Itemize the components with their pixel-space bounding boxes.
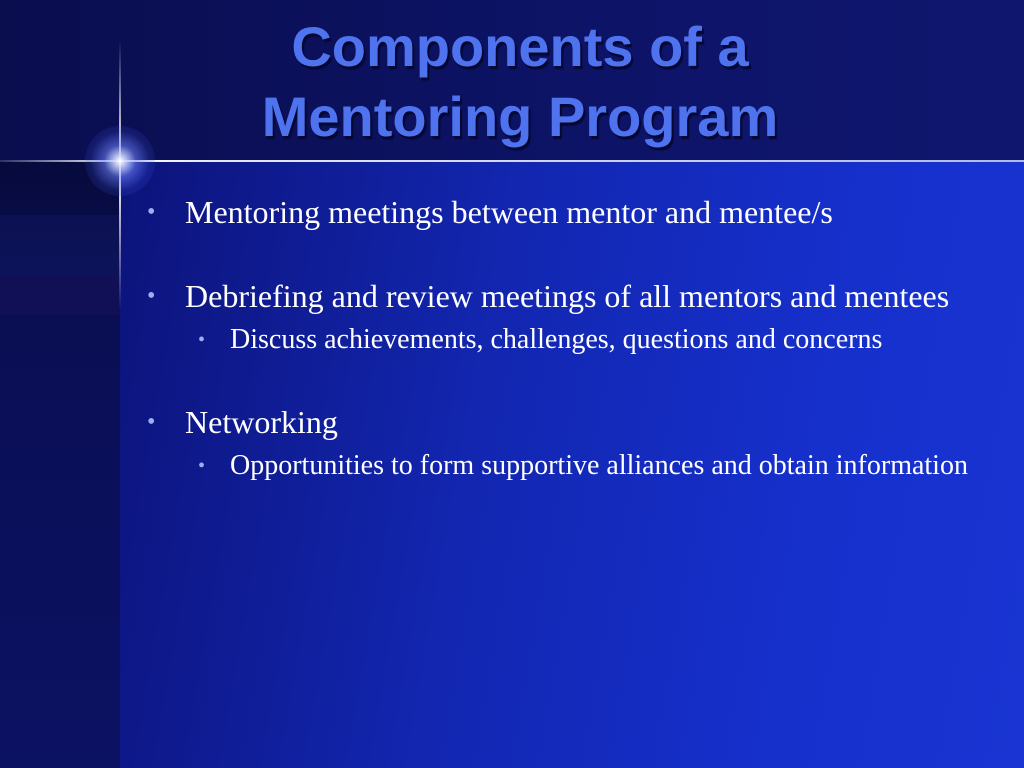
bullet-icon: • (147, 283, 156, 309)
sub-bullet-icon: • (198, 329, 206, 351)
slide-title-line-1: Components of a (291, 15, 749, 78)
bullet-text: Networking (185, 404, 338, 440)
sub-bullet-icon: • (198, 455, 206, 477)
slide-title-line-2: Mentoring Program (261, 85, 779, 148)
bullet-item (145, 192, 1015, 232)
bullet-text: Mentoring meetings between mentor and mentee/s (185, 194, 833, 230)
sub-bullet-item (185, 322, 1015, 358)
sub-bullet-text: Discuss achievements, challenges, questions and concerns (230, 324, 883, 355)
bullet-item (145, 276, 1015, 358)
sub-bullet-text: Opportunities to form supportive alliances and obtain information (230, 450, 968, 481)
background-left-stripe (0, 215, 120, 275)
bullet-item (145, 402, 1015, 484)
slide-title (150, 12, 890, 152)
slide-body (145, 192, 1015, 528)
star-glow-icon (85, 126, 155, 196)
background-left-stripe (0, 275, 120, 315)
sub-bullet-item (185, 448, 1015, 484)
bullet-list (145, 192, 1015, 484)
sub-bullet-list (185, 448, 1015, 484)
bullet-icon: • (147, 409, 156, 435)
bullet-icon: • (147, 199, 156, 225)
sub-bullet-list (185, 322, 1015, 358)
bullet-text: Debriefing and review meetings of all mentors and mentees (185, 278, 950, 314)
